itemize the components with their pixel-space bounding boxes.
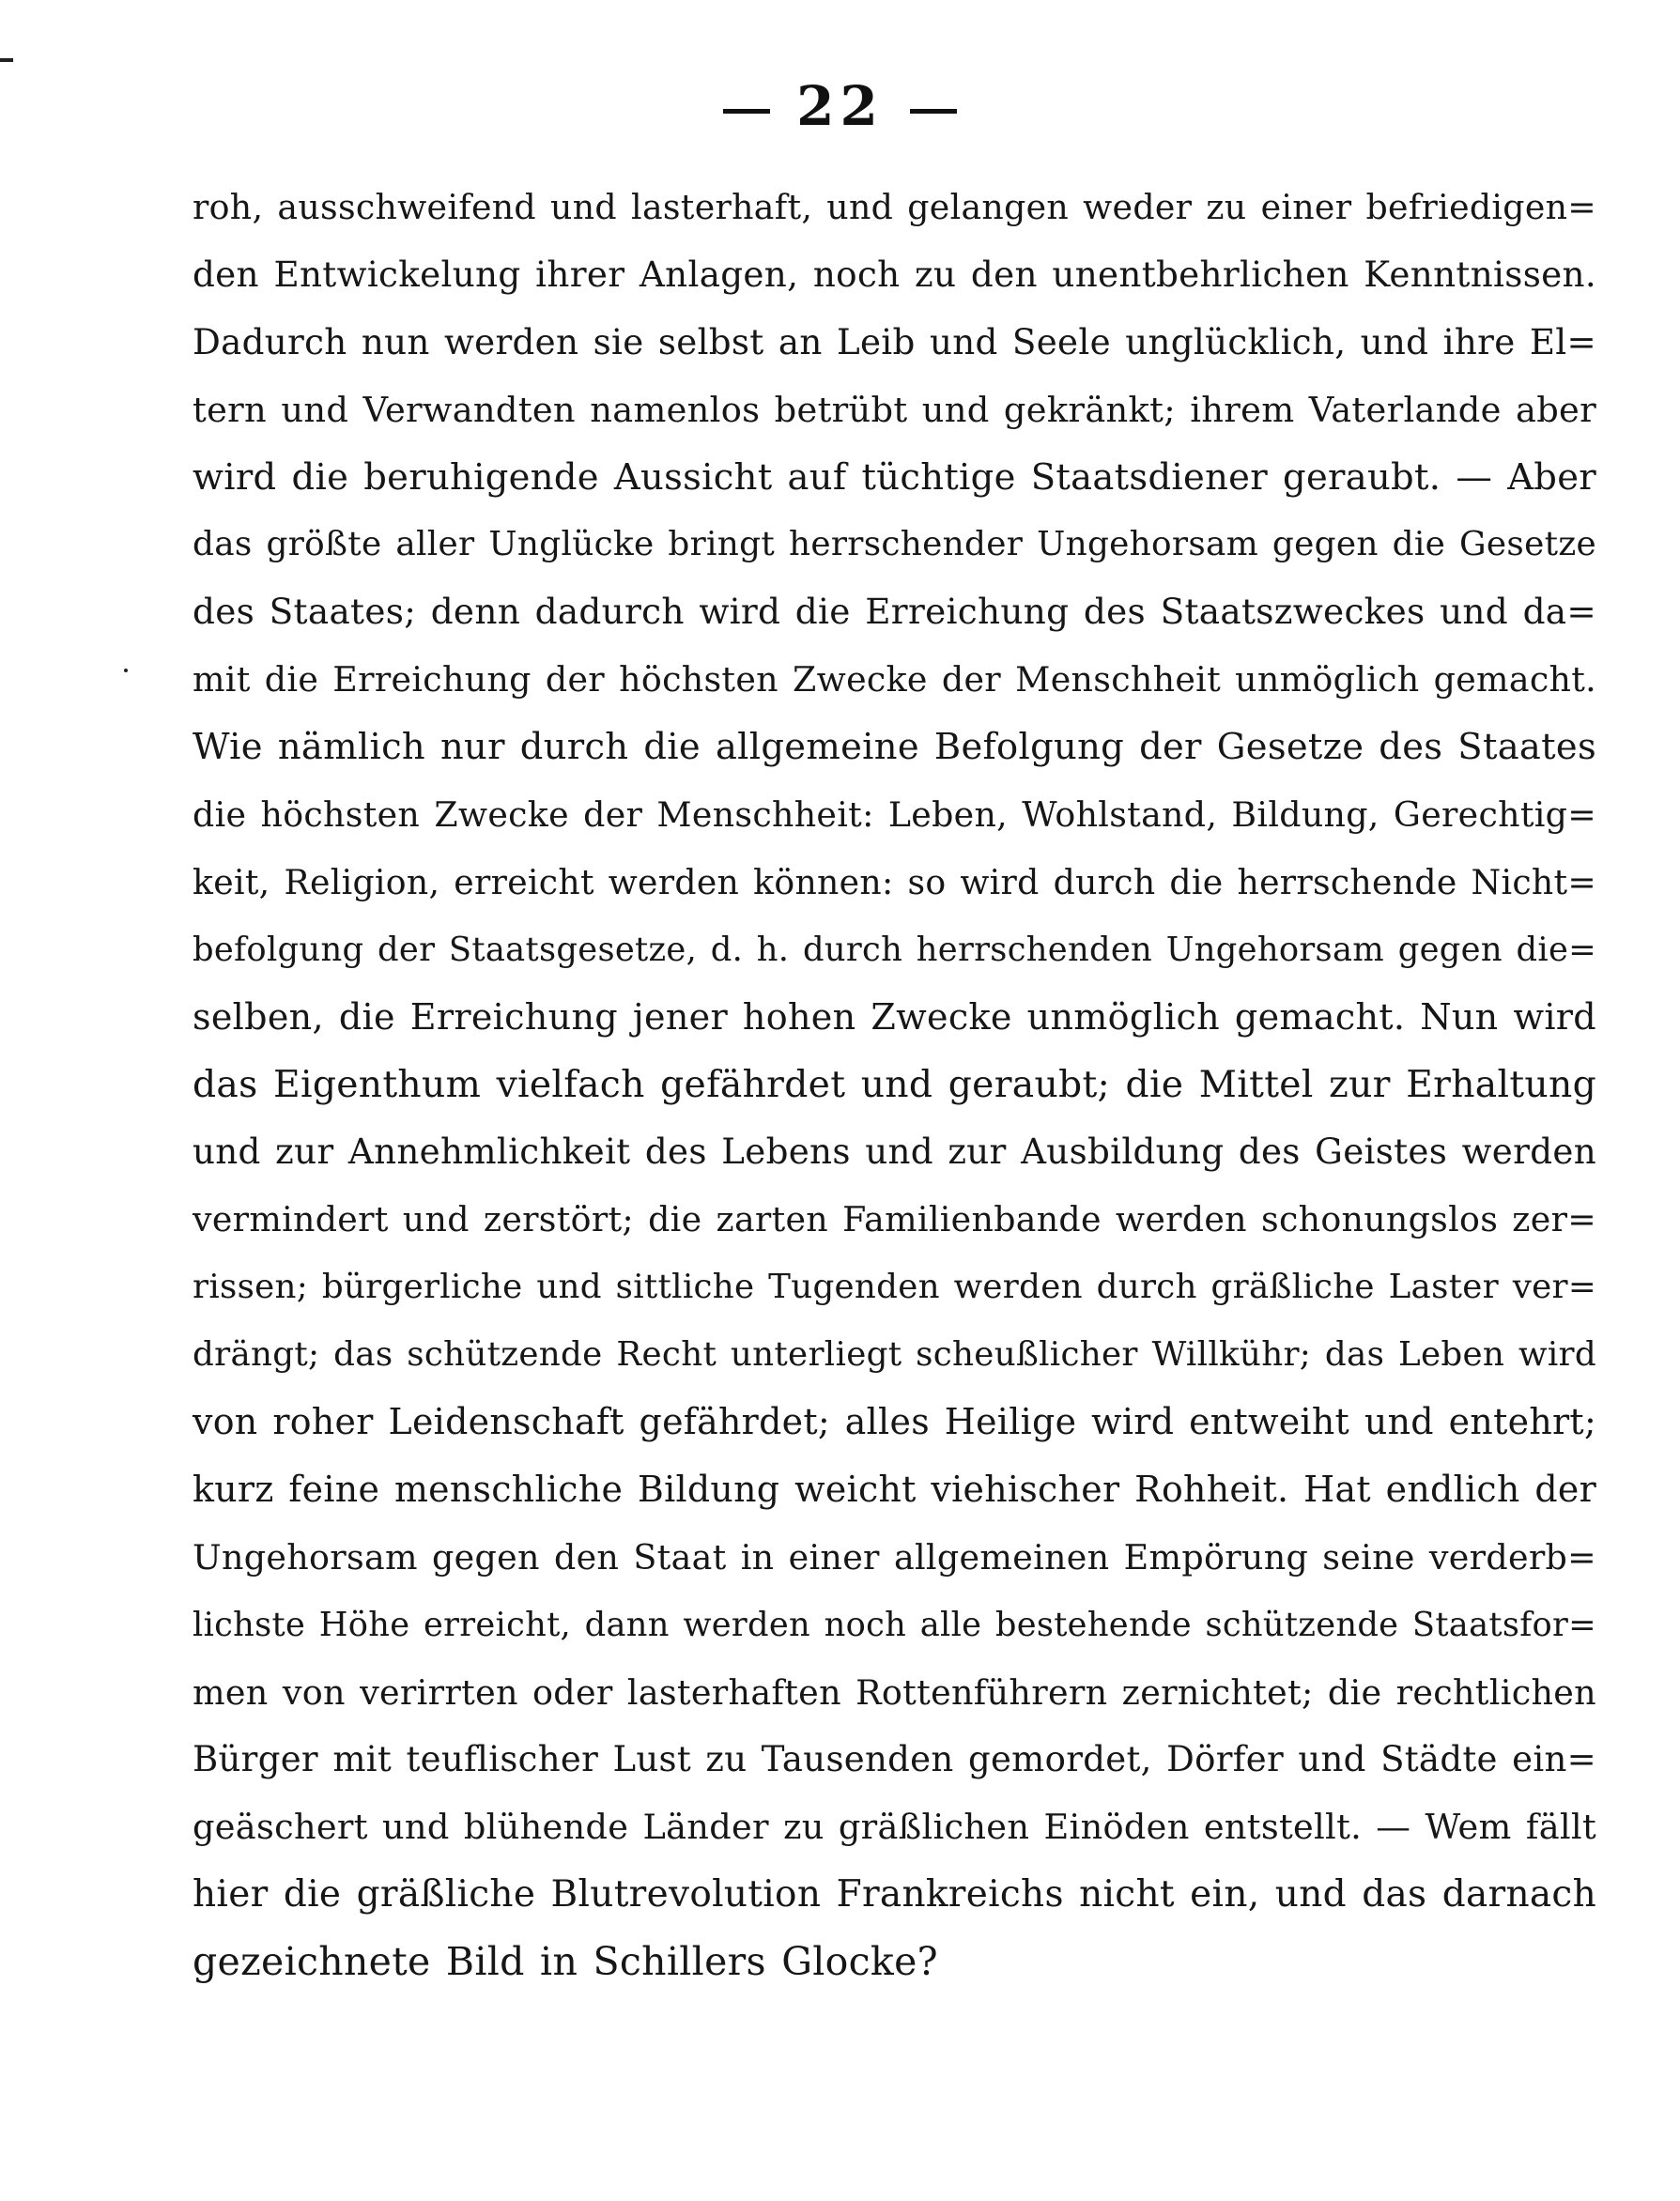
text-line: keit, Religion, erreicht werden können: so wird durch die herrschende Nicht= [193, 861, 1596, 902]
text-line: das Eigenthum vielfach gefährdet und geraubt; die Mittel zur Erhaltung [193, 1063, 1596, 1106]
text-line: das größte aller Unglücke bringt herrschender Ungehorsam gegen die Gesetze [193, 525, 1596, 564]
text-line: roh, ausschweifend und lasterhaft, und gelangen weder zu einer befriedigen= [193, 187, 1596, 227]
page-number [0, 73, 1680, 139]
text-line: kurz feine menschliche Bildung weicht viehischer Rohheit. Hat endlich der [193, 1468, 1596, 1510]
text-line: hier die gräßliche Blutrevolution Frankreichs nicht ein, und das darnach [193, 1873, 1596, 1916]
text-line: Bürger mit teuflischer Lust zu Tausenden gemordet, Dörfer und Städte ein= [193, 1739, 1596, 1780]
text-line: den Entwickelung ihrer Anlagen, noch zu den unentbehrlichen Kenntnissen. [193, 253, 1596, 295]
text-line: Wie nämlich nur durch die allgemeine Befolgung der Gesetze des Staates [193, 726, 1596, 769]
text-line: vermindert und zerstört; die zarten Familienbande werden schonungslos zer= [193, 1199, 1596, 1240]
text-line: und zur Annehmlichkeit des Lebens und zur Ausbildung des Geistes werden [193, 1131, 1596, 1173]
text-line: Dadurch nun werden sie selbst an Leib und Seele unglücklich, und ihre El= [193, 320, 1596, 362]
body-text [193, 174, 1596, 1996]
text-line: von roher Leidenschaft gefährdet; alles Heilige wird entweiht und entehrt; [193, 1401, 1596, 1443]
page-number-dash-left [723, 109, 770, 114]
scan-mark-left-mid [124, 669, 128, 672]
text-line: die höchsten Zwecke der Menschheit: Leben, Wohlstand, Bildung, Gerechtig= [193, 794, 1596, 836]
page-number-dash-right [910, 109, 957, 114]
text-line: lichste Höhe erreicht, dann werden noch alle bestehende schützende Staatsfor= [193, 1605, 1596, 1644]
text-line: men von verirrten oder lasterhaften Rottenführern zernichtet; die rechtlichen [193, 1671, 1596, 1713]
text-line: mit die Erreichung der höchsten Zwecke der Menschheit unmöglich gemacht. [193, 659, 1596, 700]
page-number-text: 22 [796, 74, 884, 138]
text-line: wird die beruhigende Aussicht auf tüchtige Staatsdiener geraubt. — Aber [193, 455, 1596, 499]
text-line: tern und Verwandten namenlos betrübt und gekränkt; ihrem Vaterlande aber [193, 389, 1596, 430]
text-line: selben, die Erreichung jener hohen Zwecke unmöglich gemacht. Nun wird [193, 995, 1596, 1038]
text-line-last: gezeichnete Bild in Schillers Glocke? [193, 1939, 938, 1985]
text-line: befolgung der Staatsgesetze, d. h. durch herrschenden Ungehorsam gegen die= [193, 930, 1596, 969]
text-line: geäschert und blühende Länder zu gräßlichen Einöden entstellt. — Wem fällt [193, 1807, 1596, 1848]
text-line: Ungehorsam gegen den Staat in einer allgemeinen Empörung seine verderb= [193, 1536, 1596, 1578]
text-line: drängt; das schützende Recht unterliegt scheußlicher Willkühr; das Leben wird [193, 1335, 1596, 1375]
text-line: des Staates; denn dadurch wird die Erreichung des Staatszweckes und da= [193, 591, 1596, 633]
scan-mark-left-top [0, 58, 13, 62]
text-line: rissen; bürgerliche und sittliche Tugenden werden durch gräßliche Laster ver= [193, 1268, 1596, 1307]
